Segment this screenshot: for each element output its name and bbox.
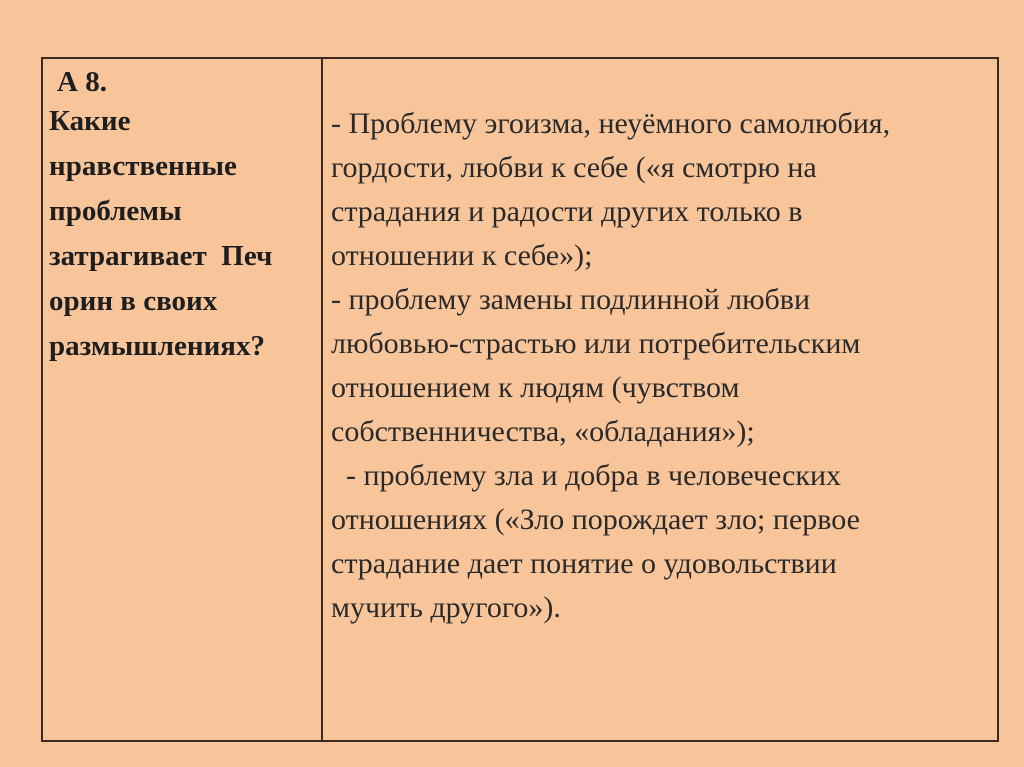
answer-text: - Проблему эгоизма, неуёмного самолюбия, гордости, любви к себе («я смотрю на страдания и радости других только в отношении к себе»); - проблему замены подлинной любви любовью-страстью или потребительским отношением к людям (чувством собственничества, «обладания»); - проблему зла и добра в человеческих отношениях («Зло порождает зло; первое страдание дает понятие о удовольствии мучить другого»). <box>331 107 891 624</box>
question-text: Какие нравственные проблемы затрагивает Печ орин в своих размышлениях? <box>49 105 273 362</box>
question-number: А 8. <box>57 66 107 98</box>
answer-cell <box>323 59 997 740</box>
qa-table <box>41 57 999 742</box>
question-cell <box>43 59 323 740</box>
